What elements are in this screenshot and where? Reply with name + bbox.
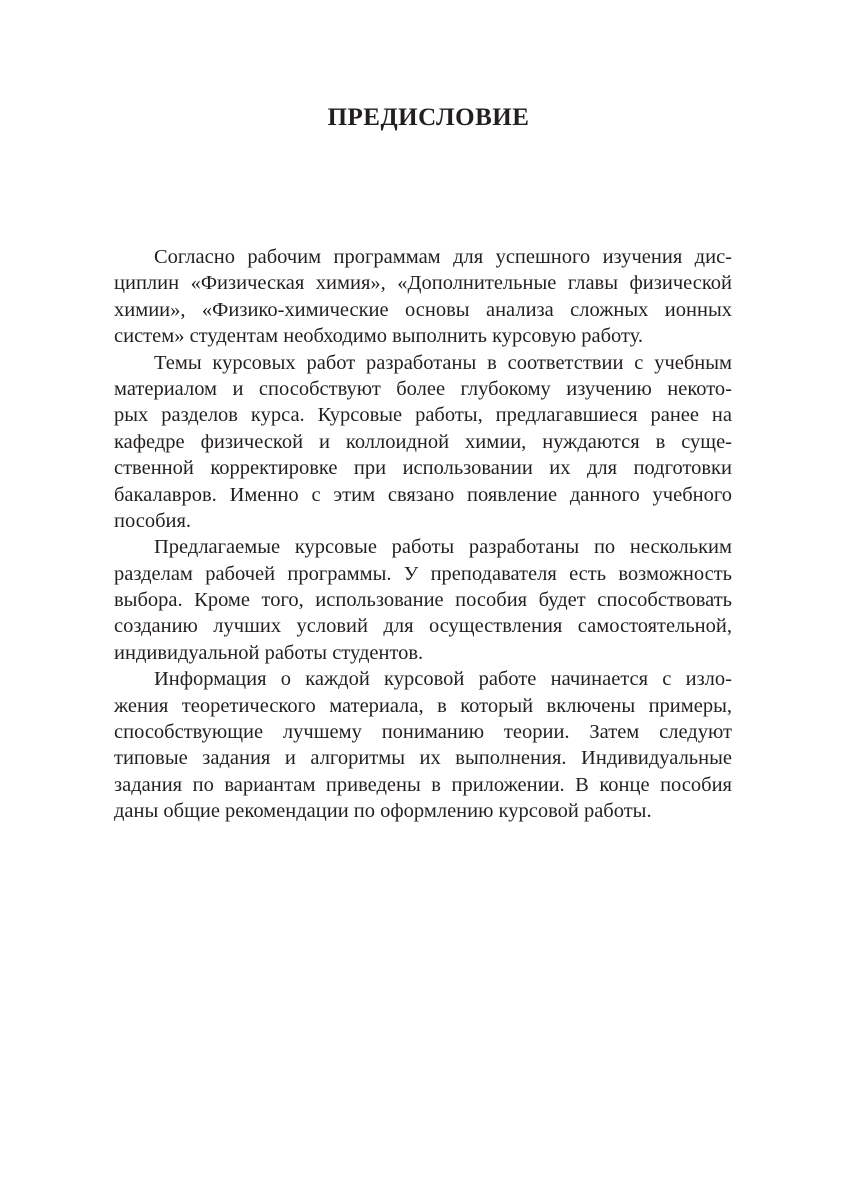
preface-body — [114, 244, 732, 825]
text-line: рых разделов курса. Курсовые работы, предлагавшиеся ранее на — [114, 404, 732, 427]
text-line: кафедре физической и коллоидной химии, нуждаются в суще- — [114, 430, 732, 453]
paragraph-4 — [114, 666, 732, 824]
text-line: задания по вариантам приведены в приложении. В конце пособия — [114, 773, 732, 796]
text-line: систем» студентам необходимо выполнить курсовую работу. — [114, 325, 644, 348]
text-line: даны общие рекомендации по оформлению курсовой работы. — [114, 800, 652, 823]
paragraph-2 — [114, 350, 732, 535]
text-line: типовые задания и алгоритмы их выполнения. Индивидуальные — [114, 747, 732, 770]
text-line: жения теоретического материала, в который включены примеры, — [114, 694, 732, 717]
page-title: ПРЕДИСЛОВИЕ — [327, 104, 530, 131]
text-line: материалом и способствуют более глубокому изучению некото- — [114, 377, 732, 400]
text-line: пособия. — [114, 509, 192, 532]
text-line: ственной корректировке при использовании их для подготовки — [114, 457, 732, 480]
text-line: выбора. Кроме того, использование пособия будет способствовать — [114, 589, 732, 612]
text-line: Информация о каждой курсовой работе начинается с изло- — [154, 668, 732, 691]
text-line: Темы курсовых работ разработаны в соответствии с учебным — [154, 351, 732, 374]
text-line: Согласно рабочим программам для успешного изучения дис- — [154, 246, 732, 268]
text-line: циплин «Физическая химия», «Дополнительные главы физической — [114, 272, 732, 295]
text-line: бакалавров. Именно с этим связано появление данного учебного — [114, 483, 732, 506]
text-line: разделам рабочей программы. У преподавателя есть возможность — [114, 562, 732, 585]
paragraph-1 — [114, 244, 732, 350]
paragraph-3 — [114, 534, 732, 666]
text-line: Предлагаемые курсовые работы разработаны по нескольким — [154, 536, 732, 559]
text-line: созданию лучших условий для осуществления самостоятельной, — [114, 615, 732, 638]
text-line: способствующие лучшему пониманию теории. Затем следуют — [114, 721, 732, 744]
text-line: химии», «Физико-химические основы анализа сложных ионных — [114, 298, 732, 321]
text-line: индивидуальной работы студентов. — [114, 641, 424, 664]
